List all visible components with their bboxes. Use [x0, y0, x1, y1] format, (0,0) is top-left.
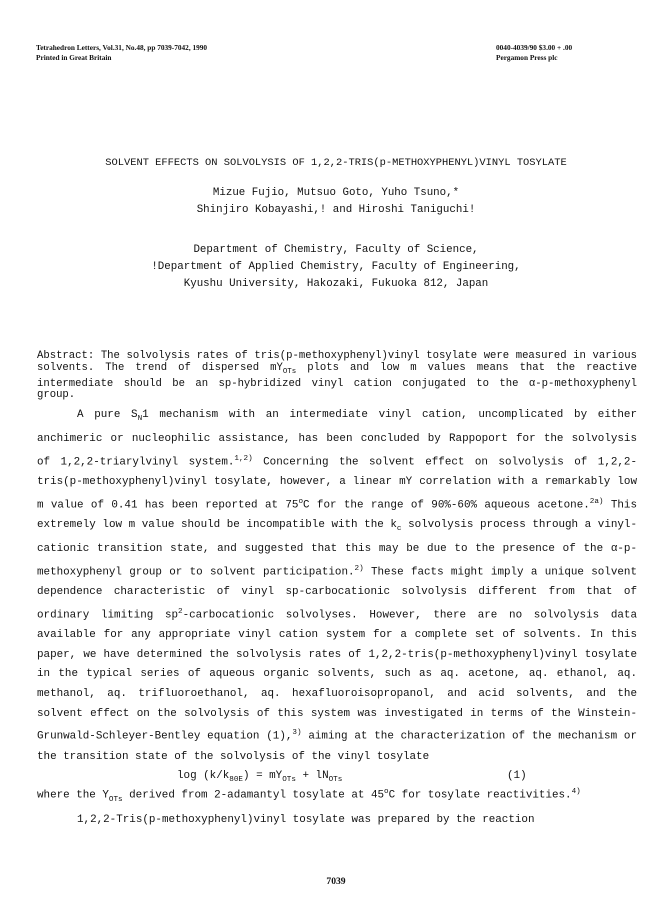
citation-ref: 2): [354, 564, 364, 573]
citation-ref: 2a): [589, 497, 604, 506]
where-text: C for tosylate reactivities.: [388, 790, 572, 803]
issn-price: 0040-4039/90 $3.00 + .00: [496, 43, 573, 52]
affiliation-line-1: Department of Chemistry, Faculty of Science,: [193, 244, 479, 256]
p1-text: These facts might imply a unique solvent dependence characteristic of vinyl sp-carbocationic solvolysis different from that of ordinary limiting sp: [37, 566, 637, 622]
abstract: [37, 351, 637, 402]
affiliations: [0, 242, 672, 292]
eq-part: ) = mY: [243, 770, 283, 783]
p1-subscript: N: [137, 415, 143, 424]
abstract-text-a: Abstract: The solvolysis rates of tris(p-methoxyphenyl)vinyl tosylate were measured in various solvents. The trend of dispersed mY: [37, 350, 637, 374]
journal-citation: Tetrahedron Letters, Vol.31, No.48, pp 7039-7042, 1990: [36, 43, 208, 52]
p1-text: aiming at the characterization of the mechanism or the transition state of the solvolysis of the vinyl tosylate: [37, 731, 637, 763]
authors-line-1: Mizue Fujio, Mutsuo Goto, Yuho Tsuno,*: [212, 187, 460, 199]
abstract-subscript: OTs: [282, 367, 297, 376]
superscript: 2: [178, 607, 183, 616]
where-text: derived from 2-adamantyl tosylate at 45: [122, 790, 385, 803]
p1-text: This extremely low m value should be incompatible with the k: [37, 499, 637, 531]
degree-sign: o: [298, 497, 304, 506]
authors-line-2: Shinjiro Kobayashi,! and Hiroshi Taniguchi!: [196, 203, 476, 216]
where-text: where the Y: [37, 790, 109, 803]
publisher-header: [496, 43, 572, 63]
eq-subscript: OTs: [282, 776, 296, 785]
eq-part: + lN: [295, 770, 329, 783]
equation-number: (1): [507, 770, 527, 783]
authors: [0, 185, 672, 219]
equation-1: [37, 767, 637, 783]
paragraph-2: 1,2,2-Tris(p-methoxyphenyl)vinyl tosylate was prepared by the reaction: [77, 813, 535, 826]
printed-in: Printed in Great Britain: [36, 53, 112, 62]
eq-part: log (k/k: [177, 770, 230, 783]
p1-text: -carbocationic solvolyses. However, there are no solvolysis data available for any appropriate vinyl cation system for a complete set of solvents. In this paper, we have determined the solvolysis rates of 1,2,2-tris(p-methoxyphenyl)vinyl tosylate in the typical series of aqueous organic solvents, such as aq. acetone, aq. ethanol, aq. methanol, aq. trifluoroethanol, aq. hexafluoroisopropanol, and acid solvents, and the solvent effect on the solvolysis of this system was investigated in terms of the Winstein-Grunwald-Schleyer-Bentley equation (1),: [37, 609, 637, 744]
paragraph-1: [37, 406, 637, 767]
paper-title: SOLVENT EFFECTS ON SOLVOLYSIS OF 1,2,2-TRIS(p-METHOXYPHENYL)VINYL TOSYLATE: [105, 157, 567, 169]
where-subscript: OTs: [108, 796, 123, 805]
degree-sign: o: [384, 788, 389, 797]
affiliation-line-3: Kyushu University, Hakozaki, Fukuoka 812, Japan: [183, 277, 489, 290]
journal-header: [36, 43, 207, 63]
citation-ref: 1,2): [234, 454, 253, 463]
body-text: [37, 406, 637, 831]
abstract-text-b: plots and low m values means that the reactive intermediate should be an sp-hybridized vinyl cation conjugated to the α-p-methoxyphenyl group.: [37, 361, 637, 402]
affiliation-line-2: !Department of Applied Chemistry, Faculty of Engineering,: [151, 260, 521, 273]
p1-text: 1 mechanism with an intermediate vinyl cation, uncomplicated by either anchimeric or nucleophilic assistance, has been concluded by Rappoport for the solvolysis of 1,2,2-triarylvinyl system.: [37, 409, 637, 469]
citation-ref: 4): [571, 788, 581, 797]
publisher-name: Pergamon Press plc: [496, 53, 558, 62]
p1-text: C for the range of 90%-60% aqueous acetone.: [303, 499, 590, 512]
p1-text: Concerning the solvent effect on solvolysis of 1,2,2-tris(p-methoxyphenyl)vinyl tosylate, however, a linear mY correlation with a remarkably low m value of 0.41 has been reported at 75: [37, 456, 637, 512]
eq-subscript: 80E: [229, 776, 243, 785]
equation-expression: [177, 767, 342, 791]
eq-subscript: OTs: [328, 776, 343, 785]
page-number: 7039: [326, 876, 346, 887]
p1-subscript: c: [396, 525, 402, 534]
p1-text: solvolysis process through a vinyl-cationic transition state, and suggested that this may be due to the presence of the α-p-methoxyphenyl group or to solvent participation.: [37, 518, 638, 579]
p1-text: A pure S: [77, 409, 138, 421]
citation-ref: 3): [292, 729, 302, 738]
